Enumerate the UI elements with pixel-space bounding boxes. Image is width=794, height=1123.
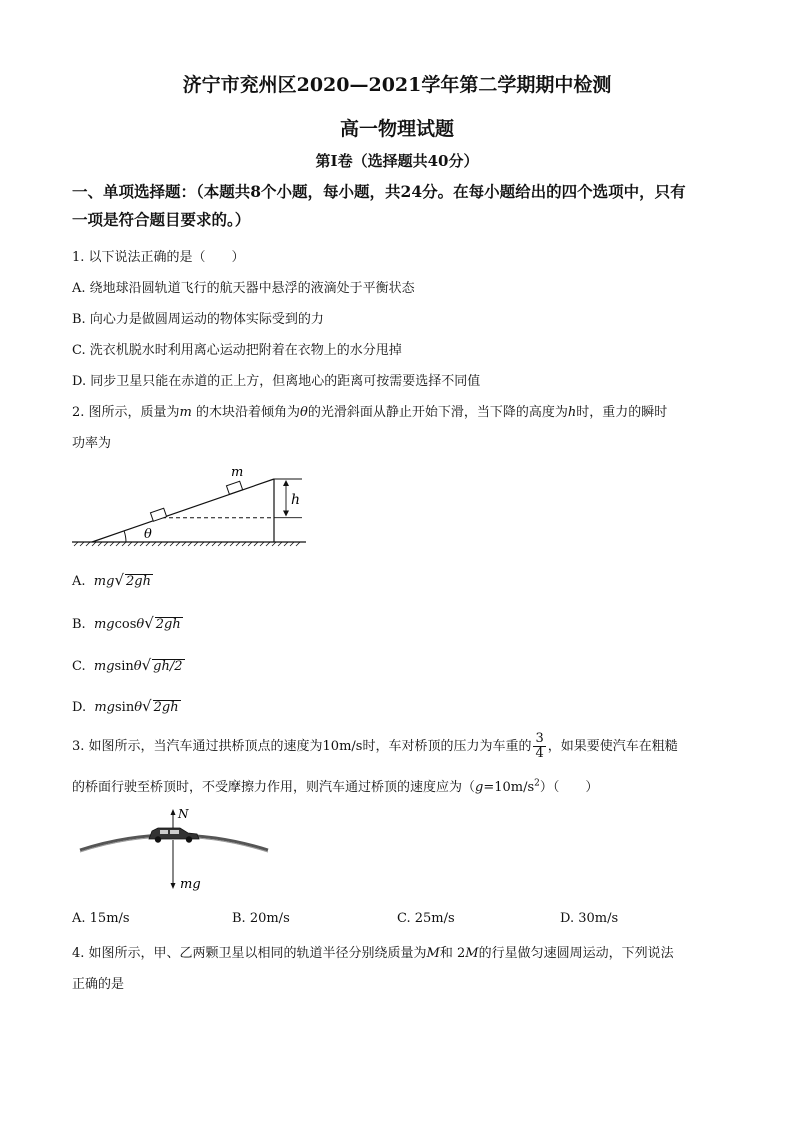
- normal-force-arrow-head: [171, 809, 176, 815]
- q2-option-d: D. mgsinθ√ 2gh: [72, 697, 179, 715]
- q4-stem-line-2: 正确的是: [72, 977, 125, 992]
- section-heading: [72, 178, 732, 234]
- q2-stem-line-2: 功率为: [72, 436, 112, 451]
- q2-h-symbol: h: [567, 405, 577, 420]
- q3-option-a: A. 15m/s: [72, 911, 130, 926]
- normal-force-label: N: [178, 807, 189, 821]
- q2-option-b: B. mgcosθ√ 2gh: [72, 614, 181, 632]
- q3-option-c: C. 25m/s: [397, 911, 455, 926]
- block-top: [226, 481, 242, 494]
- q2-theta-symbol: θ: [300, 405, 308, 420]
- exam-title: 济宁市兖州区2020—2021学年第二学期期中检测: [182, 74, 612, 96]
- sqrt-symbol: √: [141, 656, 152, 674]
- gravity-label: mg: [180, 877, 201, 892]
- sqrt-symbol: √: [144, 614, 154, 632]
- exam-subtitle: 高一物理试题: [339, 118, 454, 140]
- sqrt-symbol: √: [142, 697, 152, 715]
- section-heading-line-2: 一项是符合题目要求的。）: [72, 210, 251, 229]
- section-heading-line-1: 一、单项选择题：（本题共8个小题，每小题，共24分。在每小题给出的四个选项中，只有: [72, 182, 686, 201]
- angle-label: θ: [144, 527, 152, 542]
- incline-surface: [92, 479, 274, 542]
- bridge-diagram: [76, 806, 276, 896]
- q3-option-b: B. 20m/s: [232, 911, 290, 926]
- mass-label: m: [231, 465, 244, 480]
- fraction-three-quarters: $\frac{3}{4}$: [535, 731, 544, 761]
- height-arrow-head-down: [283, 511, 289, 517]
- q3-option-d: D. 30m/s: [560, 911, 619, 926]
- gravity-arrow-head: [171, 883, 176, 889]
- q1-option-a: A. 绕地球沿圆轨道飞行的航天器中悬浮的液滴处于平衡状态: [72, 281, 415, 296]
- incline-diagram: [70, 462, 310, 554]
- car-icon: [149, 828, 199, 843]
- q1-option-d: D. 同步卫星只能在赤道的正上方，但离地心的距离可按需要选择不同值: [72, 374, 481, 389]
- q4-stem: 4. 如图所示，甲、乙两颗卫星以相同的轨道半径分别绕质量为M和 2M的行星做匀速圆周运动，下列说法: [72, 946, 674, 961]
- block-bottom: [150, 508, 166, 521]
- volume-heading: 第Ⅰ卷（选择题共40分）: [315, 152, 479, 170]
- height-arrow-head-up: [283, 480, 289, 486]
- q3-stem: 3. 如图所示，当汽车通过拱桥顶点的速度为10m/s时，车对桥顶的压力为车重的 $\frac{3}{4}$ ，如果要使汽车在粗糙: [72, 731, 678, 761]
- q2-option-a: A. mg√ 2gh: [72, 571, 151, 589]
- sqrt-symbol: √: [114, 571, 125, 589]
- q1-option-c: C. 洗衣机脱水时利用离心运动把附着在衣物上的水分甩掉: [72, 343, 402, 358]
- q1-stem: 1. 以下说法正确的是（ ）: [72, 250, 245, 265]
- q2-option-c: C. mgsinθ√ gh/2: [72, 656, 183, 674]
- q2-stem: 2. 图所示，质量为m 的木块沿着倾角为θ的光滑斜面从静止开始下滑，当下降的高度为h时，重力的瞬时: [72, 405, 668, 420]
- angle-arc: [124, 531, 126, 542]
- q2-m-symbol: m: [179, 405, 192, 420]
- height-label: h: [291, 492, 301, 508]
- q1-option-b: B. 向心力是做圆周运动的物体实际受到的力: [72, 312, 324, 327]
- q3-stem-line-2: 的桥面行驶至桥顶时，不受摩擦力作用，则汽车通过桥顶的速度应为$(g=10m/s^2)$（ ）: [72, 778, 599, 795]
